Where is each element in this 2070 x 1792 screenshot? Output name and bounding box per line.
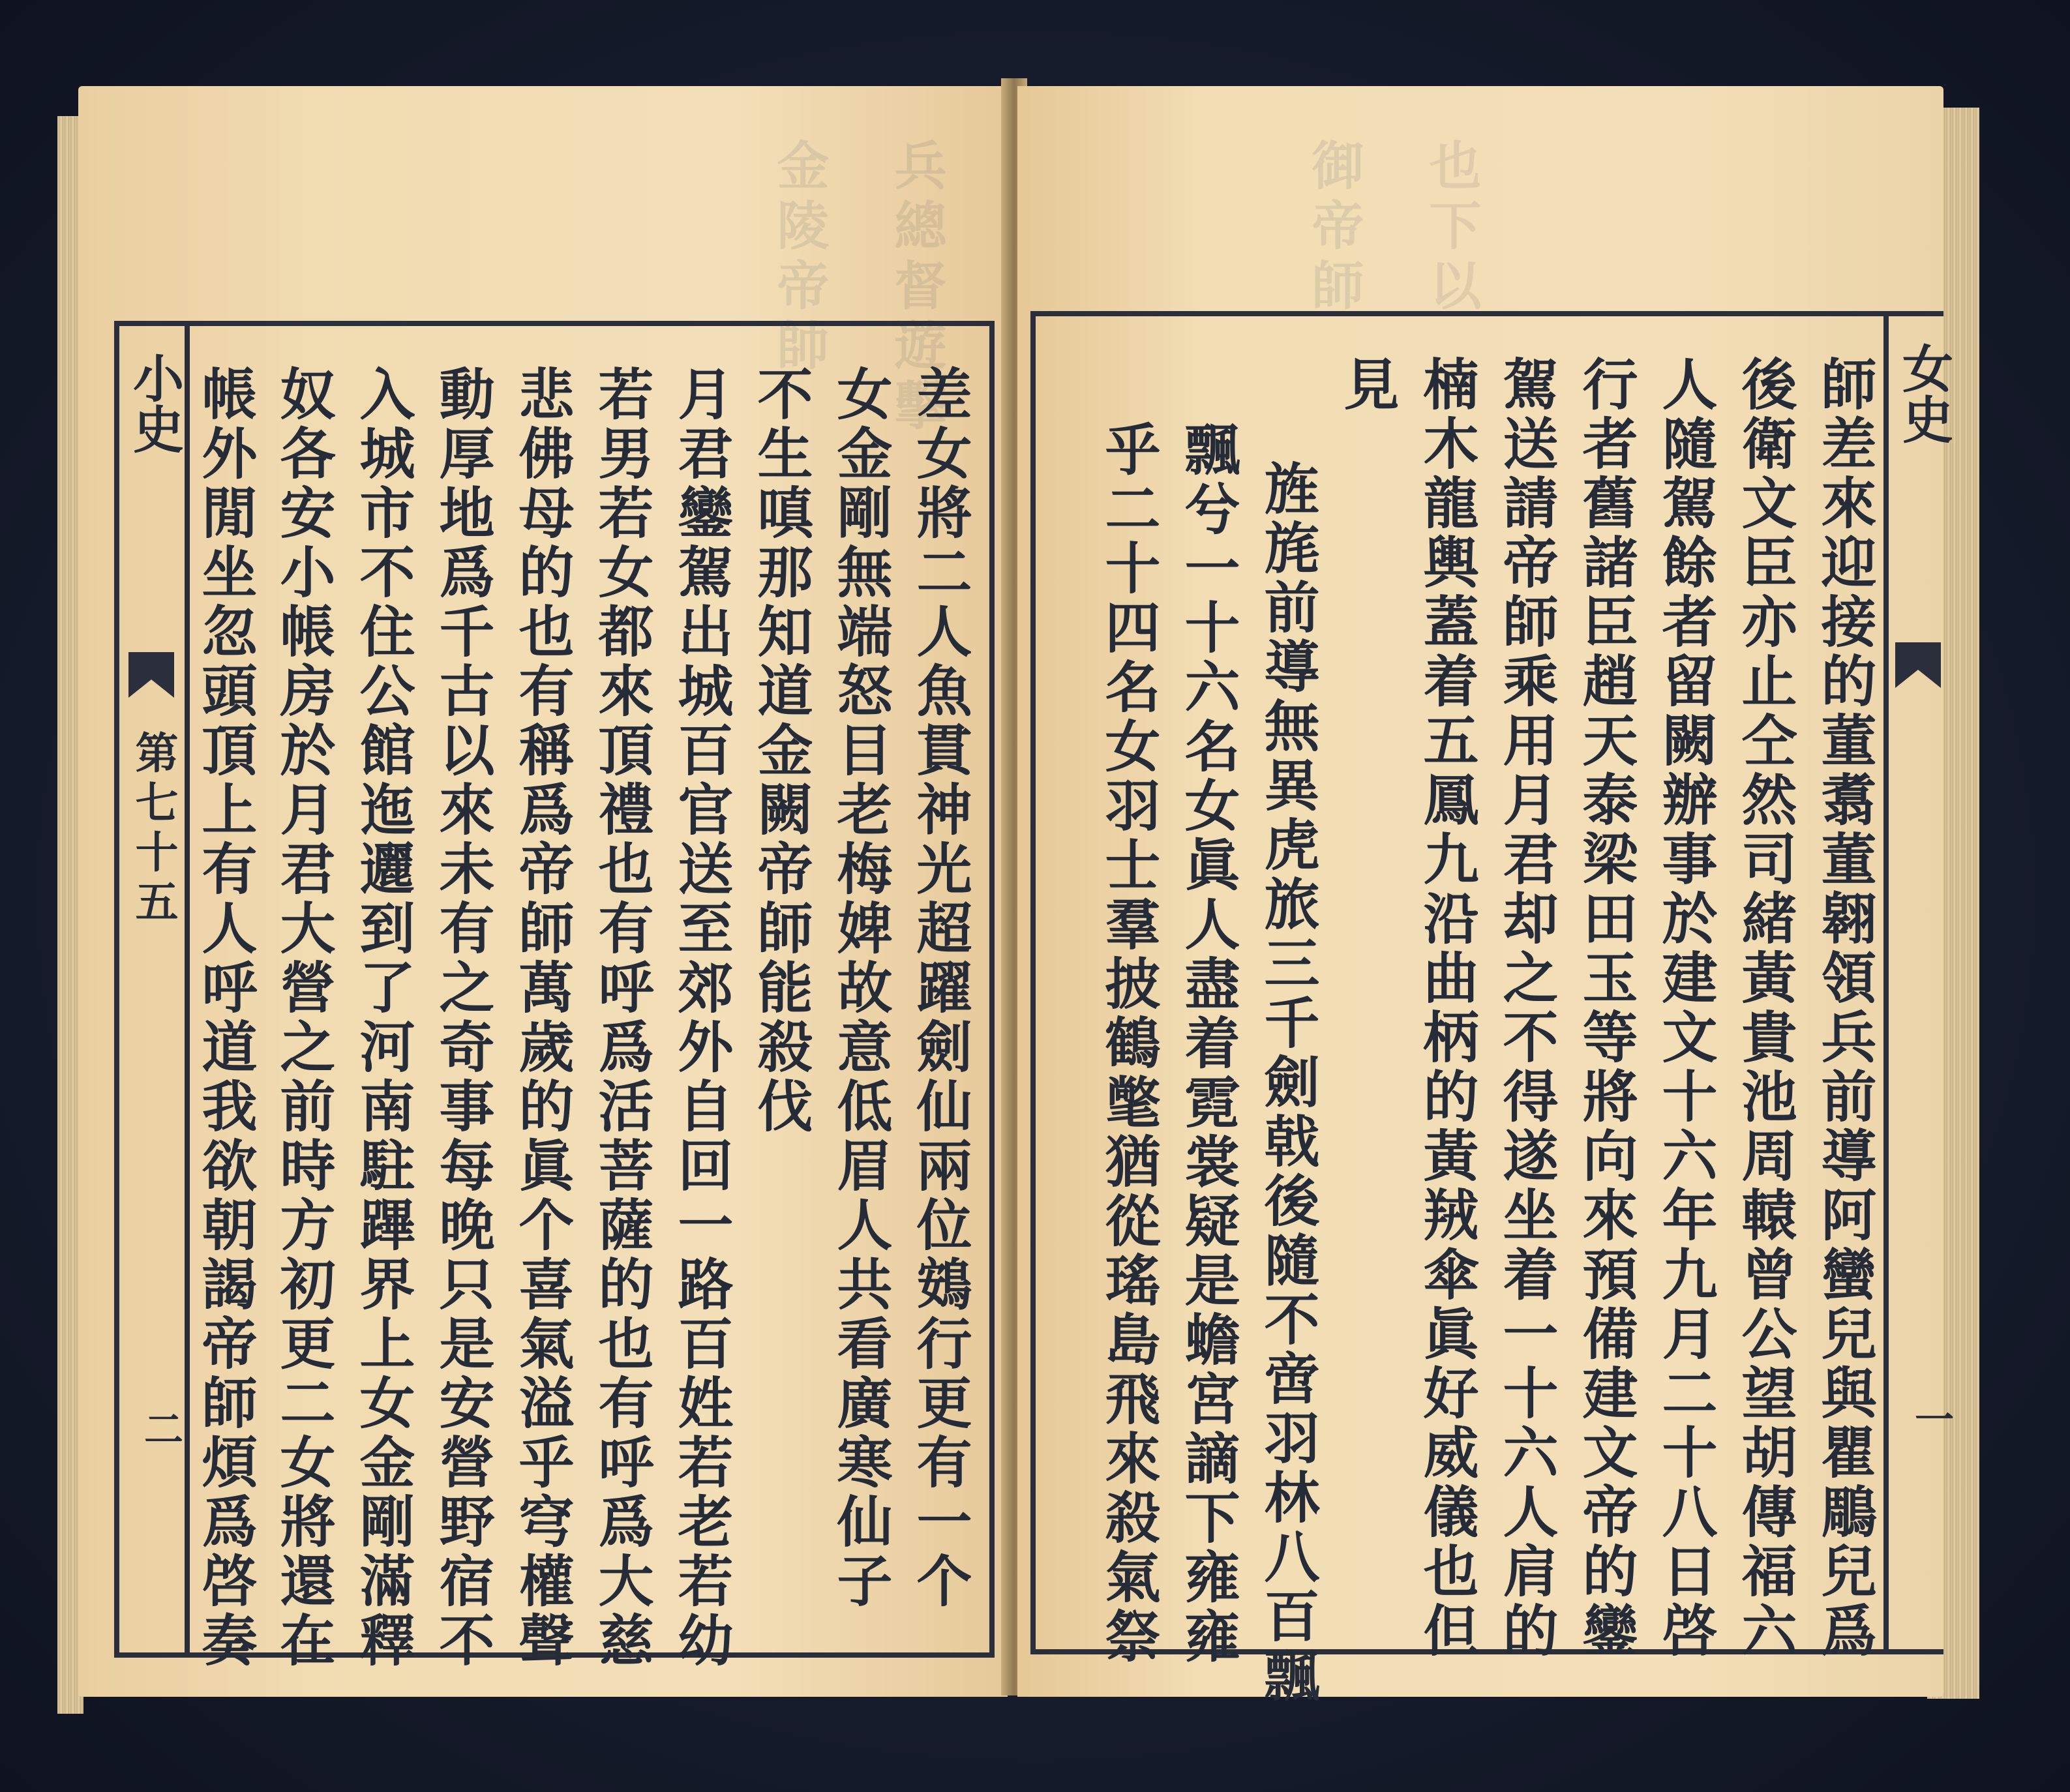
folio-number: 二 [138, 1409, 183, 1448]
text-column: 動厚地爲千古以來未有之奇事每晚只是安營野宿不 [430, 365, 495, 1671]
right-text-frame [1030, 311, 1954, 1706]
text-column: 飄兮一十六名女眞人盡着霓裳疑是蟾宮謫下雍雍 [1175, 421, 1240, 1667]
text-column: 人隨駕餘者留闕辦事於建文十六年九月二十八日啓 [1653, 355, 1718, 1661]
folio-number: 一 [1908, 1399, 1954, 1438]
left-page [78, 86, 1008, 1697]
text-column: 差女將二人魚貫神光超躍劍仙兩位鴳行更有一个 [907, 365, 972, 1611]
text-column: 入城市不住公館迤邐到了河南駐蹕界上女金剛滿釋 [350, 365, 415, 1671]
left-text-frame [114, 321, 995, 1671]
text-column: 悲佛母的也有稱爲帝師萬歲的眞个喜氣溢乎穹權聲 [509, 365, 575, 1671]
text-column: 師差來迎接的董翥董翱領兵前導阿蠻兒與瞿鵰兒爲 [1812, 355, 1877, 1661]
text-column: 楠木龍輿蓋着五鳳九沿曲柄的黃羢傘眞好威儀也但 [1414, 355, 1479, 1661]
text-column: 行者舊諸臣趙天泰梁田玉等將向來預備建文帝的鑾 [1573, 355, 1638, 1661]
text-column: 若男若女都來頂禮也有呼爲活菩薩的也有呼爲大慈 [589, 365, 654, 1671]
text-column: 旌旄前導無異虎旅三千劍戟後隨不啻羽林八百飄 [1255, 460, 1320, 1706]
text-column: 不生嗔那知道金闕帝師能殺伐 [748, 365, 813, 1137]
right-page [1017, 86, 1954, 1706]
text-column: 見 [1334, 355, 1400, 415]
chapter-label: 第七十五 [128, 730, 179, 929]
margin-rule [185, 326, 190, 1652]
show-through-text: 御帝師 [1303, 138, 1364, 318]
margin-title: 小史 [125, 352, 184, 454]
text-column: 乎二十四名女羽士羣披鶴氅猶從瑤島飛來殺氣祭 [1096, 421, 1161, 1667]
text-column: 女金剛無端怒目老梅婢故意低眉人共看廣寒仙子 [828, 365, 893, 1611]
show-through-text: 金陵帝帥 [768, 138, 830, 378]
text-column: 奴各安小帳房於月君大營之前時方初更二女將還在 [271, 365, 336, 1671]
show-through-text: 兵總督遊擊 [886, 138, 947, 438]
fish-tail-mark [128, 652, 174, 698]
fish-tail-mark [1895, 642, 1941, 688]
text-column: 駕送請帝師乘用月君却之不得遂坐着一十六人肩的 [1493, 355, 1559, 1661]
margin-rule [1883, 316, 1889, 1649]
text-column: 帳外閒坐忽頭頂上有人呼道我欲朝謁帝師煩爲啓奏 [192, 365, 258, 1671]
margin-title: 女史 [1894, 342, 1953, 444]
show-through-text: 也下以 [1420, 138, 1482, 318]
text-column: 後衛文臣亦止仝然司緒黃貴池周轅曾公望胡傳福六 [1732, 355, 1797, 1661]
text-column: 月君鑾駕出城百官送至郊外自回一路百姓若老若幼 [668, 365, 734, 1671]
